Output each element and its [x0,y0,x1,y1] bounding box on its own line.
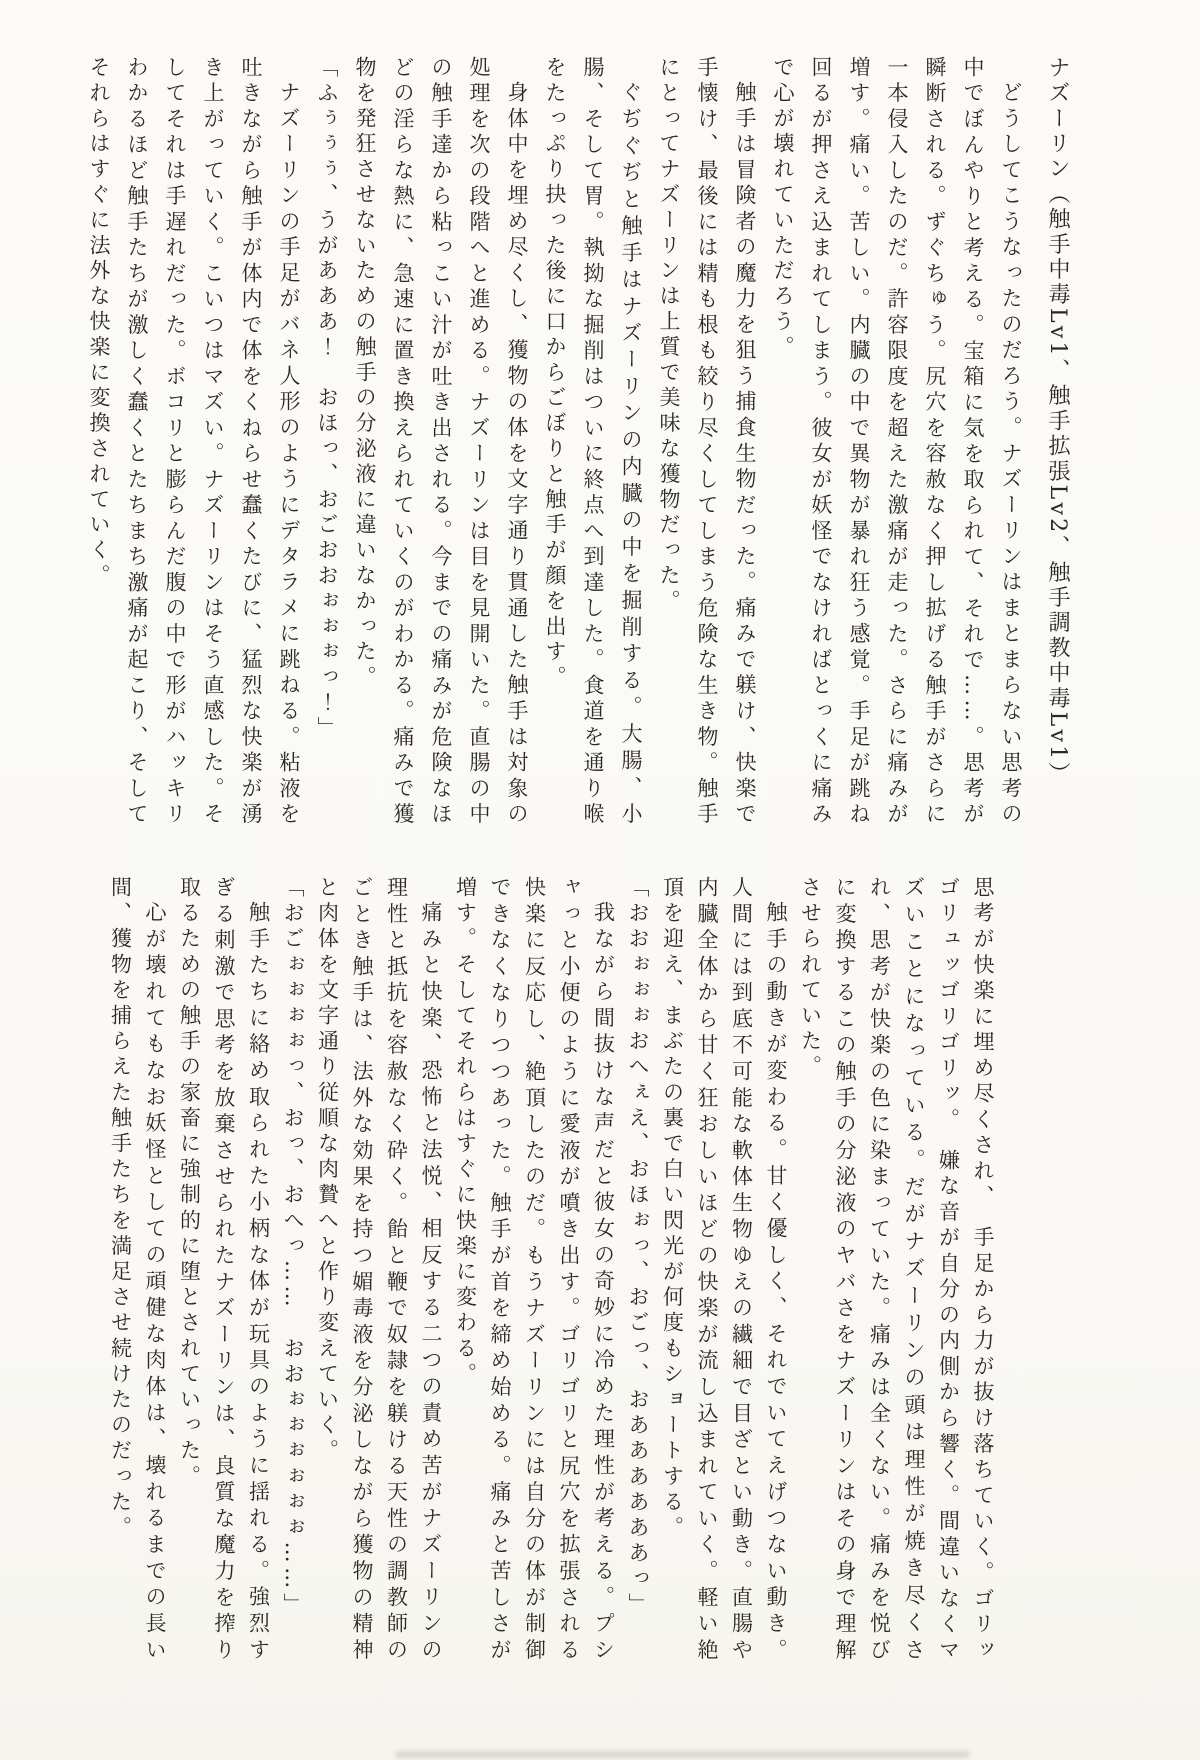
story-section-bottom [103,876,1000,1664]
paragraph: どうしてこうなったのだろう。ナズーリンはまとまらない思考の中でぼんやりと考える。宝箱に気を取られて、それで……。思考が瞬断される。ずぐちゅう。尻穴を容赦なく押し拡げる触手がさらに一本侵入したのだ。許容限度を超えた激痛が走った。さらに痛みが増す。痛い。苦しい。内臓の中で異物が暴れ狂う感覚。手足が跳ね回るが押さえ込まれてしまう。彼女が妖怪でなければとっくに痛みで心が壊れていただろう。 [771,56,1023,828]
story-section-top [80,56,1088,828]
page-edge-print-artifact [395,1751,970,1758]
paragraph: 身体中を埋め尽くし、獲物の体を文字通り貫通した触手は対象の処理を次の段階へと進める。ナズーリンは目を見開いた。直腸の中の触手達から粘っこい汁が吐き出される。今までの痛みが危険なほどの淫らな熱に、急速に置き換えられていくのがわかる。痛みで獲物を発狂させないための触手の分泌液に違いなかった。 [353,56,529,828]
paragraph: 思考が快楽に埋め尽くされ、 手足から力が抜け落ちていく。ゴリッゴリュッゴリゴリッ。 嫌な音が自分の内側から響く。間違いなくマズいことになっている。だがナズーリンの頭は理性が焼き尽くされ、思考が快楽の色に染まっていた。痛みは全くない。痛みを悦びに変換するこの触手の分泌液のヤバさをナズーリンはその身で理解させられていた。 [798,876,995,1664]
paragraph: ナズーリンの手足がバネ人形のようにデタラメに跳ねる。粘液を吐きながら触手が体内で体をくねらせ蠢くたびに、猛烈な快楽が湧き上がっていく。こいつはマズい。ナズーリンはそう直感した。そしてそれは手遅れだった。ボコリと膨らんだ腹の中で形がハッキリわかるほど触手たちが激しく蠢くとたちまち激痛が起こり、そしてそれらはすぐに法外な快楽に変換されていく。 [87,56,301,828]
paragraph: 触手の動きが変わる。甘く優しく、それでいてえげつない動き。人間には到底不可能な軟体生物ゆえの繊細で目ざとい動き。直腸や内臓全体から甘く狂おしいほどの快楽が流し込まれていく。軽い絶頂を迎え、まぶたの裏で白い閃光が何度もショートする。 [660,876,788,1664]
dialogue-line: 「おおぉぉぉおへぇえ、おほぉっ、おごっ、おああああああっ」 [626,876,650,1619]
paragraph: 我ながら間抜けな声だと彼女の奇妙に冷めた理性が考える。プシャっと小便のように愛液が噴き出す。ゴリゴリと尻穴を拡張される快楽に反応し、絶頂したのだ。もうナズーリンには自分の体が制御できなくなりつつあった。触手が首を締め始める。痛みと苦しさが増す。そしてそれらはすぐに快楽に変わる。 [453,876,616,1664]
paragraph: 心が壊れてもなお妖怪としての頑健な肉体は、壊れるまでの長い間、獲物を捕らえた触手たちを満足させ続けたのだった。 [108,876,167,1664]
page-title: ナズーリン（触手中毒Lv1、触手拡張Lv2、触手調教中毒Lv1） [1045,56,1070,788]
dialogue-line: 「おごぉぉぉぉっ、おっ、おへっ…… おおぉぉぉぉぉぉ……」 [281,876,305,1619]
dialogue-line: 「ふぅぅぅ、うがあああ！ おほっ、おごおおぉぉぉっ！」 [315,56,339,742]
paragraph: 触手は冒険者の魔力を狙う捕食生物だった。痛みで躾け、快楽で手懐け、最後には精も根も絞り尽くしてしまう危険な生き物。触手にとってナズーリンは上質で美味な獲物だった。 [657,56,757,828]
paragraph: 痛みと快楽、恐怖と法悦、相反する二つの責め苦がナズーリンの理性と抵抗を容赦なく砕く。飴と鞭で奴隷を躾ける天性の調教師のごとき触手は、法外な効果を持つ媚毒液を分泌しながら獲物の精神と肉体を文字通り従順な肉贄へと作り変えていく。 [315,876,443,1664]
paragraph: ぐぢぐぢと触手はナズーリンの内臓の中を掘削する。大腸、小腸、そして胃。執拗な掘削はついに終点へ到達した。食道を通り喉をたっぷり抉った後に口からごぼりと触手が顔を出す。 [543,56,643,828]
paragraph: 触手たちに絡め取られた小柄な体が玩具のように揺れる。強烈すぎる刺激で思考を放棄させられたナズーリンは、良質な魔力を搾り取るための触手の家畜に強制的に堕とされていった。 [177,876,271,1664]
